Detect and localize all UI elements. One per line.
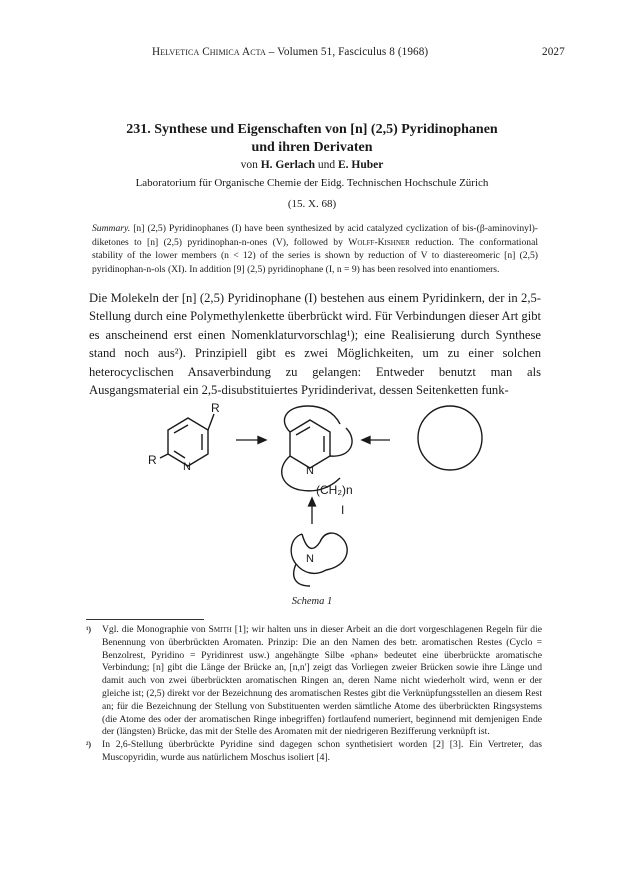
author-1: H. Gerlach (260, 159, 316, 171)
footnotes (86, 624, 542, 765)
label-chain: (CH₂)n (316, 483, 353, 497)
footnote-1 (86, 624, 542, 739)
footnote-1-name: Smith (208, 624, 232, 635)
journal-name: Helvetica Chimica Acta (152, 46, 266, 58)
footnote-1-text-b: [1]; wir halten uns in dieser Arbeit an die dort vorgeschlagenen Regeln für die Benennung von überbrückten Aromaten. Prinzip: Die an den Namen des betr. aromatischen Restes (Cyclo = Benzolrest, Pyridino = Pyridinrest usw.) angehängte Silbe «phan» bedeutet eine überbrückte aromatische Verbindung; [n] gibt die Länge der Brücke an, [n,n'] zeigt das Vorliegen zweier Brücken sowie ihre Länge und damit auch von zwei überbrückten aromatischen Ringen an, deren Name nicht wiederholt wird, wenn er der gleiche ist; (2,5) direkt vor der Bezeichnung des aromatischen Restes gibt die Verknüpfungsstellen an diesem Rest an; für die Bezeichnung der Stellung von Substituenten werden sämtliche Atome des überbrückten Ringsystems (die Atome des oder der aromatischen Ringe inbegriffen) fortlaufend numeriert, beginnend mit demjenigen Ende der (längsten) Brücke, das mit der Stelle des Aromaten mit der niedrigeren Bezifferung verknüpft ist. (102, 624, 542, 738)
footnote-2 (86, 739, 542, 765)
author-2: E. Huber (338, 159, 384, 171)
substituent-bond-left (160, 454, 168, 458)
arrow-right (236, 437, 266, 444)
label-r-top: R (211, 401, 220, 415)
double-bond-3 (174, 451, 185, 458)
footnote-1-mark: ¹) (86, 625, 92, 634)
arrow-left (362, 437, 390, 444)
received-date: (15. X. 68) (287, 198, 337, 210)
summary-text-2: reduction. The conformational stability of the lower members (n < 12) of the series is shown by reduction of V to diastereomeric [n] (2,5) pyridinophan-n-ols (XI). In addition [9] (2,5) pyridinophane (I, n = 9) has been resolved into enantiomers. (92, 236, 538, 275)
affiliation: Laboratorium für Organische Chemie der Eidg. Technischen Hochschule Zürich (135, 177, 489, 189)
substituent-bond-top (208, 414, 214, 430)
scheme-caption: Schema 1 (291, 596, 333, 607)
arrow-up (309, 498, 316, 524)
macrocycle-right-arc (320, 533, 347, 570)
bridge-top (284, 406, 340, 432)
product-double-bond-1 (296, 427, 310, 435)
label-r-left: R (148, 453, 157, 467)
label-compound-i: I (341, 503, 345, 517)
page-number: 2027 (542, 46, 565, 58)
authors-prefix: von (240, 159, 261, 171)
summary-text-1: [n] (2,5) Pyridinophanes (I) have been synthesized by acid catalyzed cyclization of bis-(β-aminovinyl)-diketones to [n] (2,5) pyridinophan-n-ones (V), followed by (92, 223, 538, 248)
macrocycle-bottom-arc (294, 564, 310, 586)
authors-joiner: und (315, 159, 339, 171)
label-n-pyridine: N (183, 461, 191, 473)
footnote-1-text-a: Vgl. die Monographie von (102, 624, 209, 635)
bridge-right (330, 428, 352, 456)
macrocycle-inner-bridge (302, 534, 320, 548)
journal-header (152, 46, 428, 58)
title-line-1: 231. Synthese und Eigenschaften von [n] (2,5) Pyridinophanen (126, 122, 498, 137)
footnote-2-mark: ²) (86, 740, 92, 750)
summary (92, 222, 538, 276)
article-title (40, 121, 584, 157)
label-n-product: N (306, 465, 314, 477)
title-line-2: und ihren Derivaten (251, 140, 373, 155)
body-paragraph: Die Molekeln der [n] (2,5) Pyridinophane (I) bestehen aus einem Pyridinkern, der in 2,5-Stellung durch eine Polymethylenkette überbrückt wird. Für Verbindungen dieser Art gibt es anscheinend erst einen Nomenklaturvorschlag¹); eine Realisierung durch Synthese stand noch aus²). Prinzipiell gibt es zwei Möglichkeiten, um zu einer solchen heterocyclischen Ansaverbindung zu gelangen: Entweder benutzt man als Ausgangsmaterial ein 2,5-disubstituiertes Pyridinderivat, dessen Seitenketten funk- (89, 291, 542, 398)
footnote-2-text: In 2,6-Stellung überbrückte Pyridine sind dagegen schon synthetisiert worden [2] [3]. Ein Vertreter, das Muscopyridin, wurde aus natürlichem Moschus isoliert [4]. (102, 739, 542, 763)
double-bond-1 (174, 425, 188, 433)
label-n-macrocycle: N (306, 553, 314, 565)
pyridinophane-structure (282, 406, 352, 491)
summary-label: Summary. (92, 223, 131, 234)
footnote-separator (86, 619, 204, 620)
macrocycle-ring (418, 406, 482, 470)
volume-info: – Volumen 51, Fasciculus 8 (1968) (265, 46, 429, 58)
scheme-1-diagram (90, 398, 530, 594)
aza-macrocycle-structure (291, 533, 347, 586)
pyridine-structure (160, 414, 214, 466)
author-line (40, 159, 584, 171)
named-reaction: Wolff-Kishner (348, 236, 410, 248)
